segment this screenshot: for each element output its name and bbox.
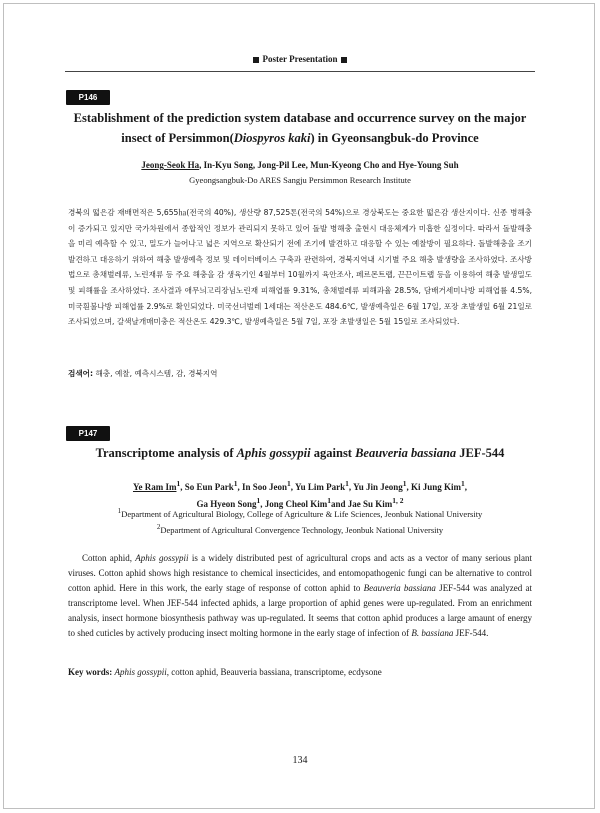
keywords	[68, 366, 532, 381]
author: Yu Lim Park	[294, 482, 346, 492]
title-species: Diospyros kaki	[233, 131, 311, 145]
body-species: Aphis gossypii	[135, 553, 189, 563]
presenting-author: Jeong-Seok Ha	[141, 160, 200, 170]
author-sup: 1	[461, 479, 465, 488]
author: In Soo Jeon	[242, 482, 288, 492]
title-text: insect of Persimmon(	[121, 131, 234, 145]
author-sep: ,	[464, 482, 468, 492]
abstract-title	[60, 108, 540, 148]
author: Jae Su Kim	[347, 499, 393, 509]
running-header	[0, 54, 600, 64]
affiliation-sup: 2	[156, 522, 161, 531]
author-sep: ,	[290, 482, 295, 492]
author: So Eun Park	[184, 482, 234, 492]
author-sup: 1	[176, 479, 181, 488]
abstract-body	[68, 551, 532, 641]
author-sup: 1	[345, 479, 349, 488]
author: Yu Jin Jeong	[353, 482, 403, 492]
affiliation-1: Department of Agricultural Biology, College of Agriculture & Life Sciences, Jeonbuk National University	[121, 508, 483, 519]
title-text: Transcriptome analysis of	[95, 446, 237, 460]
author-sep: ,	[237, 482, 243, 492]
author-sep: ,	[180, 482, 185, 492]
abstract-title	[60, 443, 540, 463]
body-species: Beauveria bassiana	[363, 583, 436, 593]
body-text: JEF-544.	[453, 628, 489, 638]
keywords-species: Aphis gossypii	[114, 667, 167, 677]
author-sup: 1, 2	[392, 496, 404, 505]
author-sep: ,	[406, 482, 411, 492]
author-sup: 1	[287, 479, 291, 488]
affiliation-sup: 1	[117, 507, 122, 515]
coauthors: , In-Kyu Song, Jong-Pil Lee, Mun-Kyeong Cho and Hye-Young Suh	[199, 160, 459, 170]
header-label: Poster Presentation	[262, 54, 338, 64]
abstract-code-badge: P146	[66, 90, 110, 105]
page-number: 134	[292, 755, 308, 766]
keywords-label: 검색어:	[68, 369, 94, 378]
author-sep: ,	[348, 482, 354, 492]
keywords	[68, 665, 532, 679]
affiliation: Gyeongsangbuk-Do ARES Sangju Persimmon Research Institute	[189, 175, 411, 185]
title-line: Establishment of the prediction system database and occurrence survey on the major	[73, 111, 527, 125]
square-bullet-icon	[253, 57, 259, 63]
author-list	[60, 158, 540, 172]
keywords-text: , cotton aphid, Beauveria bassiana, transcriptome, ecdysone	[166, 667, 382, 677]
author-sep: ,	[260, 499, 265, 509]
title-text: JEF-544	[456, 446, 505, 460]
affiliation-2: Department of Agricultural Convergence Technology, Jeonbuk National University	[160, 524, 444, 535]
author-sep: and	[331, 499, 348, 509]
author: Ki Jung Kim	[411, 482, 462, 492]
abstract-body: 경북의 떫은감 재배면적은 5,655㏊(전국의 40%), 생산량 87,525톤(전국의 54%)으로 경상북도는 중요한 떫은감 생산지이다. 신종 병해충이 증가되고 있지만 국가차원에서 종합적인 정보가 관리되지 못하고 있어 돌발 병해충 출현시 대응체계가 미흡한 실정이다. 따라서 돌발해충을 미리 예측할 수 있고, 밀도가 늘어나고 넓은 지역으로 확산되기 전에 조기에 발견하고 대응할 수 있는 예찰방이 필요하다. 돌발해충을 조기 발견하고 대응하기 위하여 해충 발생예측 정보 및 데이터베이스 구축과 관련하여, 경북지역내 시기별 주요 해충 발생량을 조사하였다. 조사방법으로 총채벌레류, 노린재류 등 주요 해충을 감 생육기인 4월부터 10월까지 육안조사, 페르몬트랩, 끈끈이트랩 등을 이용하여 해충 발생밀도 및 피해률을 조사하였다. 조사결과 애무늬고리장님노린재 피해엽률 9.31%, 총채벌레류 피해과율 28.5%, 담배거세미나방 피해엽률 4.5%, 미국흰불나방 피해엽률 2.9%로 확인되었다. 미국선녀벌레 1세대는 적산온도 484.6℃, 발생예측일은 6월 17일, 포장 초발생일 6월 21일로 조사되었으며, 갈색날개매미충은 적산온도 429.3℃, 발생예측일은 5월 7일, 포장 초발생일은 5월 15일로 조사되었다.	[68, 208, 532, 327]
author: Ga Hyeon Song	[196, 499, 257, 509]
body-text: JEF-544 was analyzed at transcriptome level. When JEF-544 infected aphids, a large proportion of aphid genes were up-regulated. From an enrichment analysis, insect hormone biosynthesis pathway was up-regulated. It seems that cotton aphid produces a large amaunt of energy to shed cuticles by actively producing insect molting hormone in the early stage of infection of	[68, 583, 532, 638]
author-sup: 1	[402, 479, 407, 488]
title-species: Aphis gossypii	[236, 446, 311, 460]
title-species: Beauveria bassiana	[355, 446, 457, 460]
header-rule	[65, 71, 535, 72]
body-text: Cotton aphid,	[82, 553, 136, 563]
title-text: ) in Gyeonsangbuk-do Province	[310, 131, 479, 145]
body-species: B. bassiana	[411, 628, 454, 638]
author-sup: 1	[256, 496, 261, 505]
body-text: is a widely distributed pest of agricultural crops and acts as a vector of many serious plant viruses. Cotton aphid shows high resistance to chemical insecticides, and entomopathogenic fungi can be alternative to control cotton aphid. Here in this work, the early stage of response of cotton aphid to	[68, 553, 532, 593]
title-text: against	[310, 446, 356, 460]
keywords-text: 해충, 예찰, 예측시스템, 감, 경북지역	[93, 369, 218, 378]
affiliation	[60, 505, 540, 537]
author-sup: 1	[233, 479, 238, 488]
keywords-label: Key words:	[68, 667, 113, 677]
square-bullet-icon	[341, 57, 347, 63]
author: Jong Cheol Kim	[264, 499, 328, 509]
abstract-code-badge: P147	[66, 426, 110, 441]
presenting-author: Ye Ram Im	[132, 482, 177, 492]
author-sup: 1	[327, 496, 331, 505]
